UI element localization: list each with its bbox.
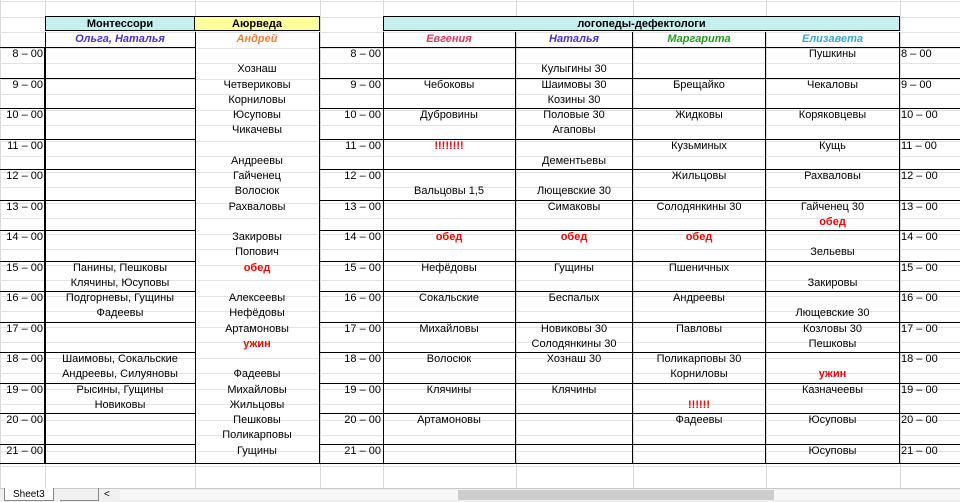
time-label: 10 – 00 bbox=[901, 109, 938, 121]
time-label: 16 – 00 bbox=[344, 292, 381, 304]
time-label: 15 – 00 bbox=[344, 262, 381, 274]
cell-natalya[interactable]: Козины 30 bbox=[547, 94, 601, 106]
cell-margarita[interactable]: Жидковы bbox=[675, 109, 723, 121]
time-label: 13 – 00 bbox=[344, 201, 381, 213]
cell-ayurveda[interactable]: Фадеевы bbox=[233, 368, 281, 380]
time-label: 18 – 00 bbox=[6, 353, 43, 365]
cell-natalya[interactable]: Симаковы bbox=[547, 201, 601, 213]
cell-evgeniya[interactable]: Волосюк bbox=[426, 353, 472, 365]
hour-separator bbox=[45, 139, 195, 140]
cell-evgeniya[interactable]: Сокальские bbox=[419, 292, 479, 304]
cell-montessori[interactable]: Шаимовы, Сокальские bbox=[62, 353, 178, 365]
cell-ayurveda[interactable]: Рахваловы bbox=[228, 201, 286, 213]
cell-elizaveta[interactable]: Гайченец 30 bbox=[800, 201, 865, 213]
cell-ayurveda[interactable]: Четвериковы bbox=[223, 79, 291, 91]
cell-natalya[interactable]: Новиковы 30 bbox=[540, 323, 608, 335]
cell-elizaveta[interactable]: Рахваловы bbox=[804, 170, 861, 182]
cell-montessori[interactable]: Новиковы bbox=[94, 399, 146, 411]
sheet-tab-sheet3[interactable]: Sheet3 bbox=[4, 488, 54, 501]
time-label: 9 – 00 bbox=[901, 79, 932, 91]
teacher-elizaveta: Елизавета bbox=[801, 33, 863, 45]
cell-elizaveta[interactable]: Коряковцевы bbox=[798, 109, 867, 121]
cell-margarita[interactable]: !!!!!! bbox=[688, 399, 710, 411]
cell-montessori[interactable]: Клячины, Юсуповы bbox=[70, 277, 170, 289]
time-label: 8 – 00 bbox=[12, 48, 43, 60]
cell-montessori[interactable]: Андреевы, Силуяновы bbox=[62, 368, 178, 380]
hour-separator bbox=[45, 322, 195, 323]
cell-ayurveda[interactable]: Нефёдовы bbox=[229, 307, 285, 319]
time-label: 10 – 00 bbox=[6, 109, 43, 121]
hour-separator bbox=[45, 169, 195, 170]
cell-margarita[interactable]: Жильцовы bbox=[671, 170, 727, 182]
cell-ayurveda[interactable]: Закировы bbox=[232, 231, 282, 243]
gridline-horizontal bbox=[0, 156, 960, 157]
cell-ayurveda[interactable]: Юсуповы bbox=[233, 109, 281, 121]
cell-evgeniya[interactable]: Клячины bbox=[426, 384, 472, 396]
cell-ayurveda[interactable]: Чикачевы bbox=[231, 124, 282, 136]
cell-natalya[interactable]: Агаповы bbox=[552, 124, 596, 136]
cell-elizaveta[interactable]: Козловы 30 bbox=[802, 323, 863, 335]
cell-ayurveda[interactable]: Поликарповы bbox=[222, 429, 292, 441]
cell-evgeniya[interactable]: Михайловы bbox=[419, 323, 479, 335]
cell-montessori[interactable]: Фадеевы bbox=[96, 307, 144, 319]
cell-margarita[interactable]: Поликарповы 30 bbox=[656, 353, 742, 365]
hour-separator bbox=[45, 230, 195, 231]
cell-natalya[interactable]: Лющевские 30 bbox=[536, 185, 612, 197]
time-label: 13 – 00 bbox=[901, 201, 938, 213]
cell-ayurveda[interactable]: Андреевы bbox=[231, 155, 283, 167]
cell-natalya[interactable]: Гущины bbox=[554, 262, 594, 274]
cell-evgeniya[interactable]: Дубровины bbox=[420, 109, 478, 121]
cell-margarita[interactable]: Корниловы bbox=[670, 368, 728, 380]
time-label: 15 – 00 bbox=[6, 262, 43, 274]
cell-ayurveda[interactable]: Корниловы bbox=[228, 94, 286, 106]
cell-montessori[interactable]: Панины, Пешковы bbox=[73, 262, 167, 274]
hour-separator bbox=[45, 108, 195, 109]
teacher-natalya: Наталья bbox=[549, 33, 599, 45]
horizontal-scrollbar-thumb[interactable] bbox=[458, 490, 774, 500]
cell-ayurveda[interactable]: Гущины bbox=[237, 445, 277, 457]
cell-margarita[interactable]: Андреевы bbox=[673, 292, 725, 304]
cell-natalya[interactable]: Шаимовы 30 bbox=[541, 79, 607, 91]
cell-ayurveda[interactable]: Пешковы bbox=[233, 414, 281, 426]
time-label: 9 – 00 bbox=[350, 79, 381, 91]
time-label: 8 – 00 bbox=[350, 48, 381, 60]
gridline-horizontal bbox=[0, 63, 960, 64]
time-label: 19 – 00 bbox=[901, 384, 938, 396]
cell-ayurveda[interactable]: Попович bbox=[235, 246, 279, 258]
cell-elizaveta[interactable]: Лющевские 30 bbox=[795, 307, 870, 319]
teacher-montessori: Ольга, Наталья bbox=[75, 33, 165, 45]
cell-ayurveda[interactable]: Хознаш bbox=[237, 63, 277, 75]
header-montessori: Монтессори bbox=[45, 16, 195, 31]
gridline-horizontal bbox=[0, 466, 960, 467]
cell-evgeniya[interactable]: обед bbox=[435, 231, 463, 243]
cell-margarita[interactable]: Павловы bbox=[675, 323, 723, 335]
cell-ayurveda[interactable]: Михайловы bbox=[227, 384, 287, 396]
cell-ayurveda[interactable]: ужин bbox=[243, 338, 271, 350]
cell-elizaveta[interactable]: Кущь bbox=[819, 140, 846, 152]
cell-evgeniya[interactable]: !!!!!!!! bbox=[434, 140, 464, 152]
cell-natalya[interactable]: Беспалых bbox=[548, 292, 600, 304]
cell-margarita[interactable]: Кузьминых bbox=[671, 140, 727, 152]
cell-evgeniya[interactable]: Нефёдовы bbox=[421, 262, 477, 274]
cell-elizaveta[interactable]: Чекаловы bbox=[806, 79, 859, 91]
time-label: 18 – 00 bbox=[901, 353, 938, 365]
time-label: 17 – 00 bbox=[6, 323, 43, 335]
cell-ayurveda[interactable]: обед bbox=[243, 262, 271, 274]
time-label: 16 – 00 bbox=[6, 292, 43, 304]
cell-evgeniya[interactable]: Чебоковы bbox=[423, 79, 475, 91]
time-label: 18 – 00 bbox=[344, 353, 381, 365]
time-label: 11 – 00 bbox=[7, 140, 43, 152]
cell-margarita[interactable]: Брещайко bbox=[673, 79, 725, 91]
time-label: 11 – 00 bbox=[345, 140, 381, 152]
table-border-vertical bbox=[383, 32, 384, 463]
cell-natalya[interactable]: Солодянкины 30 bbox=[531, 338, 617, 350]
time-label: 11 – 00 bbox=[901, 140, 937, 152]
cell-margarita[interactable]: обед bbox=[685, 231, 713, 243]
cell-elizaveta[interactable]: Юсуповы bbox=[808, 445, 857, 457]
cell-elizaveta[interactable]: обед bbox=[819, 216, 846, 228]
table-border-bottom bbox=[0, 463, 960, 464]
time-label: 20 – 00 bbox=[6, 414, 43, 426]
time-label: 19 – 00 bbox=[6, 384, 43, 396]
table-border-vertical bbox=[319, 32, 320, 463]
teacher-evgeniya: Евгения bbox=[426, 33, 472, 45]
time-label: 16 – 00 bbox=[901, 292, 938, 304]
time-label: 8 – 00 bbox=[901, 48, 932, 60]
cell-elizaveta[interactable]: Пешковы bbox=[808, 338, 857, 350]
cell-elizaveta[interactable]: ужин bbox=[818, 368, 847, 380]
teacher-ayurveda: Андрей bbox=[236, 33, 278, 45]
cell-natalya[interactable]: Половые 30 bbox=[543, 109, 605, 121]
time-label: 9 – 00 bbox=[12, 79, 43, 91]
cell-evgeniya[interactable]: Артамоновы bbox=[417, 414, 481, 426]
teacher-margarita: Маргарита bbox=[667, 33, 731, 45]
cell-natalya[interactable]: обед bbox=[560, 231, 588, 243]
time-label: 19 – 00 bbox=[344, 384, 381, 396]
header-ayurveda: Аюрведа bbox=[194, 16, 320, 31]
gridline-horizontal bbox=[0, 1, 960, 2]
cell-montessori[interactable]: Подгорневы, Гущины bbox=[65, 292, 175, 304]
time-label: 21 – 00 bbox=[901, 445, 938, 457]
cell-natalya[interactable]: Клячины bbox=[551, 384, 597, 396]
time-label: 12 – 00 bbox=[344, 170, 381, 182]
cell-ayurveda[interactable]: Волосюк bbox=[234, 185, 280, 197]
cell-natalya[interactable]: Дементьевы bbox=[542, 155, 606, 167]
cell-elizaveta[interactable]: Пушкины bbox=[808, 48, 857, 60]
cell-margarita[interactable]: Солодянкины 30 bbox=[656, 201, 742, 213]
time-label: 14 – 00 bbox=[901, 231, 938, 243]
cell-ayurveda[interactable]: Гайченец bbox=[233, 170, 281, 182]
gridline-horizontal bbox=[0, 125, 960, 126]
time-label: 20 – 00 bbox=[344, 414, 381, 426]
hour-separator bbox=[45, 200, 195, 201]
time-label: 12 – 00 bbox=[6, 170, 43, 182]
hour-separator bbox=[45, 413, 195, 414]
time-label: 10 – 00 bbox=[344, 109, 381, 121]
time-label: 14 – 00 bbox=[6, 231, 43, 243]
time-label: 13 – 00 bbox=[6, 201, 43, 213]
gridline-horizontal bbox=[0, 94, 960, 95]
cell-evgeniya[interactable]: Вальцовы 1,5 bbox=[414, 185, 484, 197]
sheet-nav-left-icon[interactable]: < bbox=[104, 489, 110, 500]
time-label: 21 – 00 bbox=[6, 445, 43, 457]
sheet-tab-empty-slot[interactable] bbox=[60, 488, 99, 501]
cell-montessori[interactable]: Рысины, Гущины bbox=[76, 384, 164, 396]
time-label: 21 – 00 bbox=[344, 445, 381, 457]
cell-natalya[interactable]: Хознаш 30 bbox=[546, 353, 602, 365]
cell-elizaveta[interactable]: Зельевы bbox=[810, 246, 855, 258]
table-border-vertical bbox=[899, 32, 900, 463]
time-label: 17 – 00 bbox=[901, 323, 938, 335]
cell-elizaveta[interactable]: Юсуповы bbox=[808, 414, 857, 426]
cell-margarita[interactable]: Фадеевы bbox=[675, 414, 723, 426]
cell-ayurveda[interactable]: Жильцовы bbox=[229, 399, 285, 411]
cell-ayurveda[interactable]: Артамоновы bbox=[225, 323, 289, 335]
time-label: 12 – 00 bbox=[901, 170, 938, 182]
hour-separator bbox=[45, 47, 195, 48]
cell-natalya[interactable]: Кулыгины 30 bbox=[541, 63, 607, 75]
cell-elizaveta[interactable]: Закировы bbox=[807, 277, 858, 289]
time-label: 15 – 00 bbox=[901, 262, 938, 274]
cell-margarita[interactable]: Пшеничных bbox=[668, 262, 730, 274]
time-label: 17 – 00 bbox=[344, 323, 381, 335]
hour-separator bbox=[45, 444, 195, 445]
cell-ayurveda[interactable]: Алексеевы bbox=[228, 292, 286, 304]
header-logopedy: логопеды-дефектологи bbox=[383, 16, 900, 31]
time-label: 14 – 00 bbox=[344, 231, 381, 243]
gridline-horizontal bbox=[0, 435, 960, 436]
time-label: 20 – 00 bbox=[901, 414, 938, 426]
cell-elizaveta[interactable]: Казначеевы bbox=[801, 384, 864, 396]
hour-separator bbox=[45, 78, 195, 79]
